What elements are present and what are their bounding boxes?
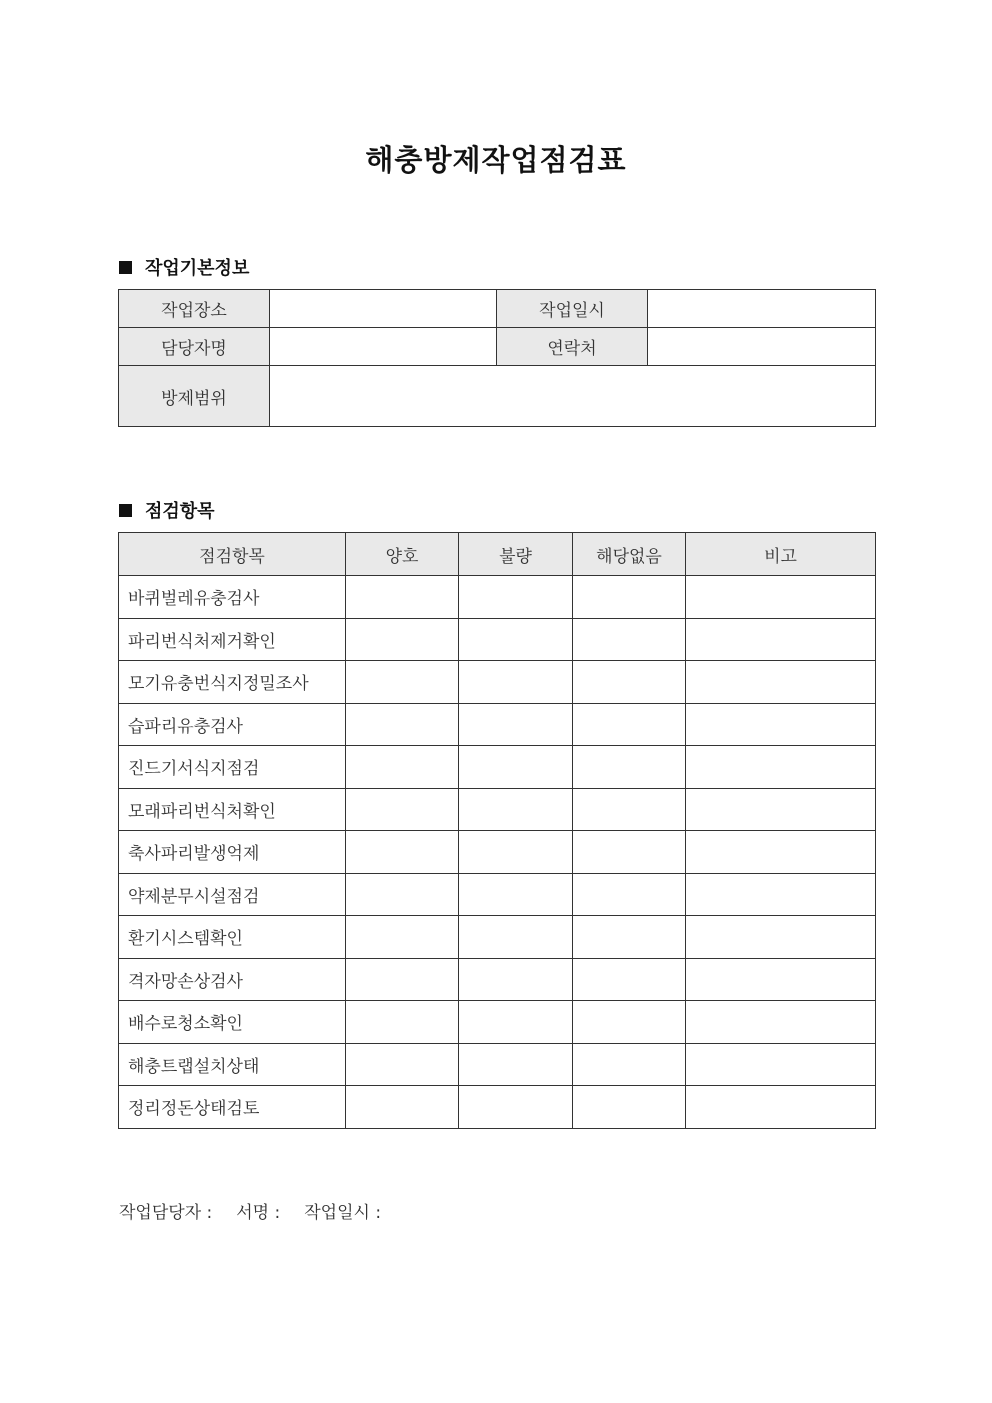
column-header-bad: 불량: [459, 533, 573, 576]
good-check-cell[interactable]: [346, 873, 459, 916]
na-check-cell[interactable]: [573, 746, 686, 789]
bad-check-cell[interactable]: [459, 916, 573, 959]
table-row: [119, 873, 876, 916]
column-header-good: 양호: [346, 533, 459, 576]
contact-field[interactable]: [648, 328, 876, 366]
good-check-cell[interactable]: [346, 1001, 459, 1044]
column-header-item: 점검항목: [119, 533, 346, 576]
bad-check-cell[interactable]: [459, 618, 573, 661]
remarks-cell[interactable]: [686, 958, 876, 1001]
checklist-table: [118, 532, 876, 1129]
good-check-cell[interactable]: [346, 1086, 459, 1129]
good-check-cell[interactable]: [346, 703, 459, 746]
item-label: 진드기서식지점검: [119, 746, 346, 789]
remarks-cell[interactable]: [686, 618, 876, 661]
good-check-cell[interactable]: [346, 746, 459, 789]
bad-check-cell[interactable]: [459, 1086, 573, 1129]
good-check-cell[interactable]: [346, 576, 459, 619]
remarks-cell[interactable]: [686, 916, 876, 959]
good-check-cell[interactable]: [346, 1043, 459, 1086]
basic-info-heading-text: 작업기본정보: [145, 258, 250, 279]
item-label: 축사파리발생억제: [119, 831, 346, 874]
item-label: 바퀴벌레유충검사: [119, 576, 346, 619]
remarks-cell[interactable]: [686, 1086, 876, 1129]
good-check-cell[interactable]: [346, 958, 459, 1001]
item-label: 배수로청소확인: [119, 1001, 346, 1044]
table-row: [119, 576, 876, 619]
bad-check-cell[interactable]: [459, 1043, 573, 1086]
table-row: [119, 831, 876, 874]
bad-check-cell[interactable]: [459, 1001, 573, 1044]
work-date-field[interactable]: [648, 290, 876, 328]
column-header-na: 해당없음: [573, 533, 686, 576]
work-place-field[interactable]: [270, 290, 497, 328]
checklist-heading-text: 점검항목: [145, 501, 215, 522]
item-label: 파리번식처제거확인: [119, 618, 346, 661]
checklist-heading: [119, 497, 215, 523]
bad-check-cell[interactable]: [459, 958, 573, 1001]
column-header-remarks: 비고: [686, 533, 876, 576]
remarks-cell[interactable]: [686, 788, 876, 831]
na-check-cell[interactable]: [573, 703, 686, 746]
table-row: [119, 1043, 876, 1086]
table-row: [119, 958, 876, 1001]
basic-info-table: [118, 289, 876, 427]
bad-check-cell[interactable]: [459, 703, 573, 746]
good-check-cell[interactable]: [346, 788, 459, 831]
square-bullet-icon: [119, 504, 132, 517]
good-check-cell[interactable]: [346, 831, 459, 874]
square-bullet-icon: [119, 261, 132, 274]
bad-check-cell[interactable]: [459, 788, 573, 831]
remarks-cell[interactable]: [686, 661, 876, 704]
item-label: 정리정돈상태검토: [119, 1086, 346, 1129]
basic-info-heading: [119, 254, 249, 280]
scope-field[interactable]: [270, 366, 876, 427]
na-check-cell[interactable]: [573, 1043, 686, 1086]
good-check-cell[interactable]: [346, 661, 459, 704]
table-row: [119, 916, 876, 959]
bad-check-cell[interactable]: [459, 873, 573, 916]
item-label: 환기시스템확인: [119, 916, 346, 959]
manager-field[interactable]: [270, 328, 497, 366]
good-check-cell[interactable]: [346, 916, 459, 959]
remarks-cell[interactable]: [686, 1043, 876, 1086]
na-check-cell[interactable]: [573, 831, 686, 874]
na-check-cell[interactable]: [573, 958, 686, 1001]
work-place-label: 작업장소: [119, 290, 270, 328]
table-row: [119, 1086, 876, 1129]
table-row: [119, 746, 876, 789]
date-label: 작업일시 :: [304, 1203, 382, 1223]
remarks-cell[interactable]: [686, 703, 876, 746]
na-check-cell[interactable]: [573, 618, 686, 661]
table-row: [119, 788, 876, 831]
remarks-cell[interactable]: [686, 746, 876, 789]
signature-line: [119, 1198, 405, 1223]
document-title: 해충방제작업점검표: [365, 143, 627, 177]
worker-label: 작업담당자 :: [119, 1203, 213, 1223]
na-check-cell[interactable]: [573, 576, 686, 619]
item-label: 습파리유충검사: [119, 703, 346, 746]
bad-check-cell[interactable]: [459, 746, 573, 789]
remarks-cell[interactable]: [686, 576, 876, 619]
table-row: [119, 703, 876, 746]
bad-check-cell[interactable]: [459, 831, 573, 874]
item-label: 모래파리번식처확인: [119, 788, 346, 831]
na-check-cell[interactable]: [573, 1001, 686, 1044]
remarks-cell[interactable]: [686, 831, 876, 874]
na-check-cell[interactable]: [573, 788, 686, 831]
bad-check-cell[interactable]: [459, 576, 573, 619]
na-check-cell[interactable]: [573, 661, 686, 704]
table-row: [119, 1001, 876, 1044]
manager-label: 담당자명: [119, 328, 270, 366]
table-row: [119, 618, 876, 661]
item-label: 모기유충번식지정밀조사: [119, 661, 346, 704]
signature-label: 서명 :: [236, 1203, 281, 1223]
na-check-cell[interactable]: [573, 916, 686, 959]
contact-label: 연락처: [497, 328, 648, 366]
table-row: [119, 661, 876, 704]
remarks-cell[interactable]: [686, 1001, 876, 1044]
bad-check-cell[interactable]: [459, 661, 573, 704]
item-label: 격자망손상검사: [119, 958, 346, 1001]
work-date-label: 작업일시: [497, 290, 648, 328]
item-label: 약제분무시설점검: [119, 873, 346, 916]
scope-label: 방제범위: [119, 366, 270, 427]
good-check-cell[interactable]: [346, 618, 459, 661]
item-label: 해충트랩설치상태: [119, 1043, 346, 1086]
remarks-cell[interactable]: [686, 873, 876, 916]
na-check-cell[interactable]: [573, 1086, 686, 1129]
na-check-cell[interactable]: [573, 873, 686, 916]
